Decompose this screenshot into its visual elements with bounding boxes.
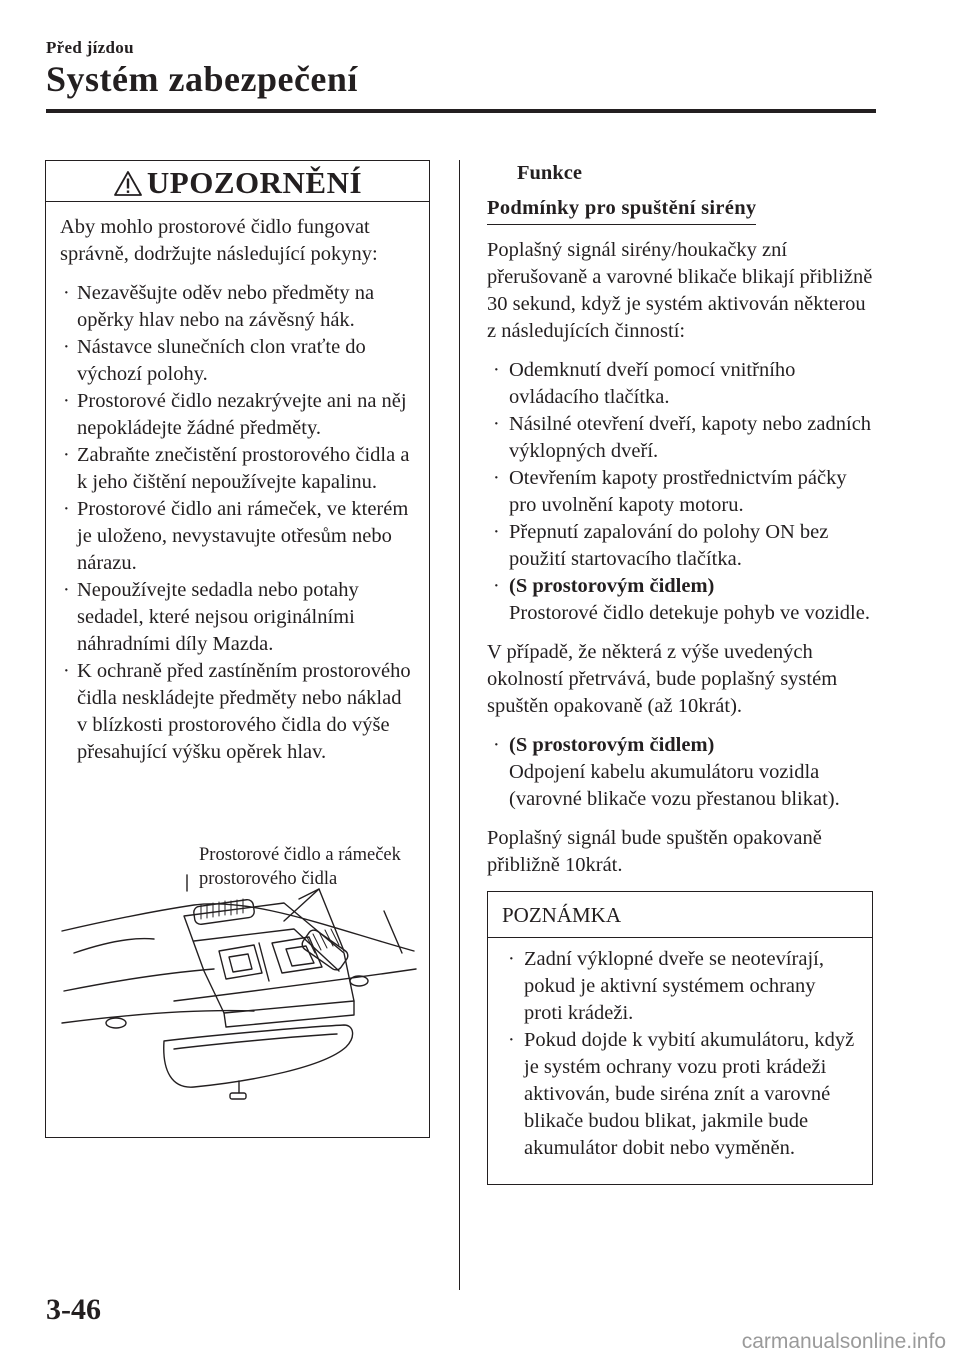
list-item: · Nástavce slunečních clon vraťte do výchozí polohy. xyxy=(63,336,366,385)
watermark: carmanualsonline.info xyxy=(741,1330,946,1353)
warning-intro: Aby mohlo prostorové čidlo fungovat správně, dodržujte následující pokyny: xyxy=(60,216,378,265)
paragraph-1: Poplašný signál sirény/houkačky zní přerušovaně a varovné blikače blikají přibližně 30 sekund, když je systém aktivován některou z následujících činností: xyxy=(487,239,873,342)
warning-body xyxy=(46,202,429,766)
battery-list xyxy=(487,732,877,813)
title-rule xyxy=(46,109,876,113)
list-item: · Zabraňte znečistění prostorového čidla a k jeho čištění nepoužívejte kapalinu. xyxy=(63,444,410,493)
warning-box xyxy=(45,160,430,1138)
list-item: · (S prostorovým čidlem) Prostorové čidlo detekuje pohyb ve vozidle. xyxy=(493,575,870,624)
trigger-list xyxy=(487,357,877,627)
list-item: · Pokud dojde k vybití akumulátoru, když je systém ochrany vozu proti krádeži aktivován, bude siréna znít a varovné blikače budou blikat, jakmile bude akumulátor dobit nebo vyměněn. xyxy=(508,1029,855,1159)
list-item: · (S prostorovým čidlem) Odpojení kabelu akumulátoru vozidla (varovné blikače vozu přestanou blikat). xyxy=(493,734,840,810)
sub-heading: Podmínky pro spuštění sirény xyxy=(487,195,756,225)
list-item: · Nezavěšujte oděv nebo předměty na opěrky hlav nebo na závěsný hák. xyxy=(63,282,375,331)
list-item: · Nepoužívejte sedadla nebo potahy sedadel, které nejsou originálními náhradními díly Mazda. xyxy=(63,579,359,655)
note-box xyxy=(487,891,873,1185)
page-title: Systém zabezpečení xyxy=(46,59,358,99)
note-body xyxy=(488,938,872,1184)
list-item: · Zadní výklopné dveře se neotevírají, pokud je aktivní systémem ochrany proti krádeži. xyxy=(508,948,824,1024)
sensor-illustration xyxy=(54,841,424,1121)
list-item: · Odemknutí dveří pomocí vnitřního ovládacího tlačítka. xyxy=(493,359,796,408)
warning-header xyxy=(46,161,429,202)
list-item: · K ochraně před zastíněním prostorového čidla neskládejte předměty nebo náklad v blízkosti prostorového čidla do výše přesahující výšku opěrek hlav. xyxy=(63,660,411,763)
paragraph-2: V případě, že některá z výše uvedených okolností přetrvává, bude poplašný systém spuštěn opakovaně (až 10krát). xyxy=(487,641,838,717)
warning-triangle-icon xyxy=(113,170,143,197)
list-item: · Násilné otevření dveří, kapoty nebo zadních výklopných dveří. xyxy=(493,413,872,462)
list-item: · Otevřením kapoty prostřednictvím páčky pro uvolnění kapoty motoru. xyxy=(493,467,847,516)
column-divider xyxy=(459,160,460,1290)
function-heading: Funkce xyxy=(517,162,582,184)
note-list xyxy=(502,946,858,1162)
note-title: POZNÁMKA xyxy=(488,892,872,938)
ceiling-drawing xyxy=(54,841,424,1121)
section-label: Před jízdou xyxy=(46,38,134,57)
warning-list xyxy=(60,280,415,766)
list-item: · Prostorové čidlo nezakrývejte ani na něj nepokládejte žádné předměty. xyxy=(63,390,407,439)
warning-title: UPOZORNĚNÍ xyxy=(146,165,363,200)
page-number: 3-46 xyxy=(46,1293,101,1326)
paragraph-3: Poplašný signál bude spuštěn opakovaně přibližně 10krát. xyxy=(487,827,822,876)
list-item: · Přepnutí zapalování do polohy ON bez použití startovacího tlačítka. xyxy=(493,521,829,570)
figure-caption: Prostorové čidlo a rámeček prostorového čidla xyxy=(199,845,401,889)
right-column xyxy=(487,160,877,1185)
list-item: · Prostorové čidlo ani rámeček, ve kterém je uloženo, nevystavujte otřesům nebo nárazu. xyxy=(63,498,409,574)
